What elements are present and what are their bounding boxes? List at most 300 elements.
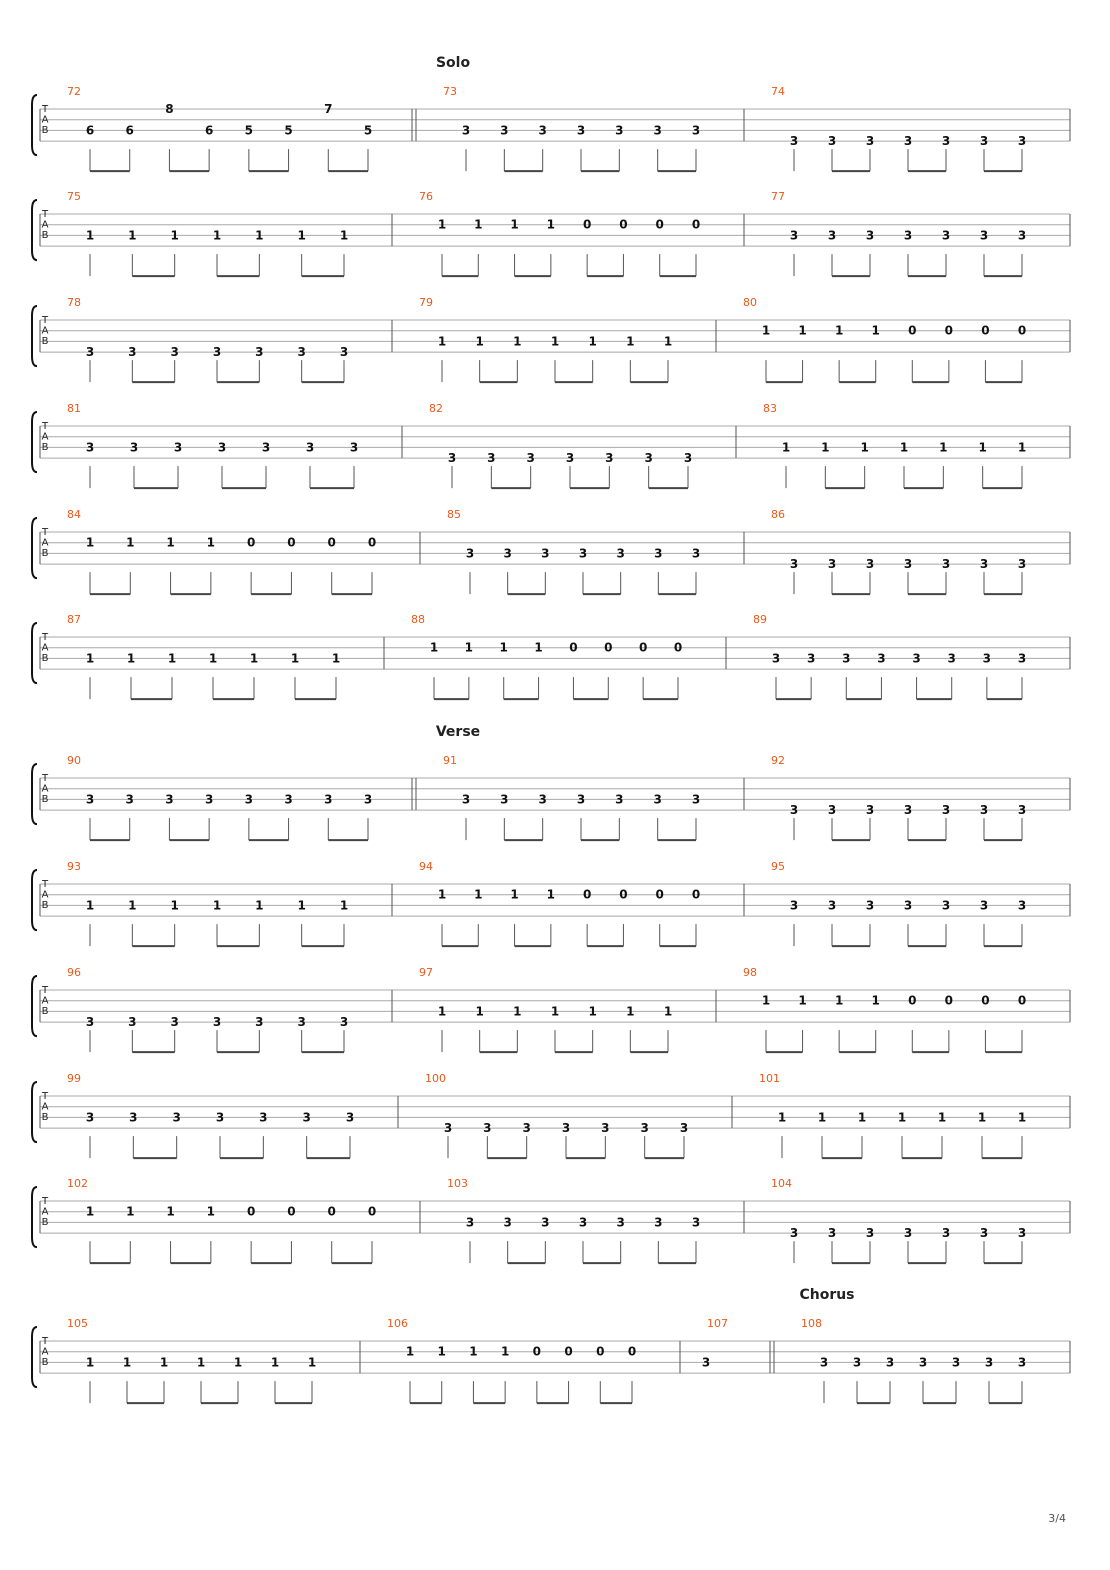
fret-number: 3: [951, 1355, 961, 1370]
fret-number: 0: [691, 887, 701, 902]
fret-number: 3: [541, 1215, 550, 1230]
measure-number: 86: [771, 508, 785, 521]
fret-number: 1: [212, 898, 222, 913]
tab-clef-letter: T: [41, 1091, 49, 1102]
fret-number: 1: [128, 228, 137, 243]
fret-number: 3: [903, 228, 913, 243]
measure-number: 93: [67, 860, 81, 873]
fret-number: 3: [244, 792, 254, 807]
fret-number: 5: [363, 123, 373, 138]
fret-number: 0: [287, 1204, 296, 1219]
measure-number: 107: [707, 1317, 728, 1330]
measure-number: 82: [429, 402, 443, 415]
fret-number: 1: [122, 1355, 132, 1370]
measure-number: 102: [67, 1177, 88, 1190]
measure-number: 88: [411, 613, 425, 626]
fret-number: 3: [771, 651, 781, 666]
tab-clef-letter: B: [41, 1006, 49, 1017]
fret-number: 0: [655, 887, 664, 902]
measure-number: 96: [67, 966, 81, 979]
tab-clef-letter: T: [41, 985, 49, 996]
fret-number: 7: [324, 102, 333, 116]
fret-number: 1: [513, 1004, 522, 1019]
fret-number: 3: [125, 792, 134, 807]
tab-clef-letter: A: [41, 642, 49, 654]
fret-number: 1: [405, 1344, 415, 1359]
fret-number: 3: [979, 898, 989, 913]
measure-number: 78: [67, 296, 81, 309]
fret-number: 1: [85, 1355, 95, 1370]
tab-clef-letter: A: [41, 889, 49, 901]
fret-number: 3: [465, 546, 475, 561]
fret-number: 0: [327, 535, 336, 550]
tab-system: [32, 402, 1070, 488]
fret-number: 3: [1017, 1355, 1027, 1370]
measure-number: 79: [419, 296, 433, 309]
fret-number: 3: [941, 1226, 951, 1241]
fret-number: 3: [128, 345, 137, 360]
measure-number: 84: [67, 508, 81, 521]
fret-number: 3: [679, 1121, 689, 1136]
fret-number: 3: [827, 1226, 837, 1241]
fret-number: 0: [327, 1204, 336, 1219]
tab-clef-letter: T: [41, 104, 49, 115]
fret-number: 3: [691, 1215, 701, 1230]
fret-number: 1: [499, 640, 508, 655]
fret-number: 3: [979, 134, 989, 149]
measure-number: 74: [771, 85, 785, 98]
fret-number: 3: [852, 1355, 862, 1370]
tab-system: [32, 190, 1070, 276]
fret-number: 3: [1017, 898, 1027, 913]
system-brace: [32, 764, 37, 824]
fret-number: 0: [582, 887, 592, 902]
fret-number: 1: [663, 334, 673, 349]
fret-number: 1: [208, 651, 218, 666]
fret-number: 3: [806, 651, 816, 666]
system-brace: [32, 200, 37, 260]
fret-number: 3: [842, 651, 851, 666]
fret-number: 3: [819, 1355, 829, 1370]
tab-system: [32, 724, 1070, 840]
fret-number: 3: [447, 451, 457, 466]
fret-number: 1: [126, 1204, 135, 1219]
section-label: Solo: [435, 55, 471, 71]
fret-number: 1: [513, 334, 522, 349]
fret-number: 0: [287, 535, 296, 550]
fret-number: 3: [653, 792, 662, 807]
fret-number: 0: [246, 535, 256, 550]
fret-number: 1: [206, 535, 216, 550]
fret-number: 0: [246, 1204, 256, 1219]
system-brace: [32, 1327, 37, 1387]
fret-number: 1: [550, 334, 560, 349]
fret-number: 1: [534, 640, 543, 655]
fret-number: 3: [601, 1121, 610, 1136]
fret-number: 1: [781, 440, 791, 455]
fret-number: 1: [626, 334, 635, 349]
fret-number: 3: [615, 792, 624, 807]
system-brace: [32, 623, 37, 683]
fret-number: 3: [654, 1215, 663, 1230]
fret-number: 3: [85, 345, 95, 360]
tab-clef-letter: T: [41, 1336, 49, 1347]
fret-number: 0: [627, 1344, 637, 1359]
fret-number: 1: [899, 440, 909, 455]
measure-number: 98: [743, 966, 757, 979]
tab-clef-letter: B: [41, 548, 49, 559]
tab-clef-letter: A: [41, 219, 49, 231]
fret-number: 1: [761, 993, 771, 1008]
fret-number: 1: [798, 323, 807, 338]
fret-number: 1: [255, 228, 264, 243]
system-brace: [32, 412, 37, 472]
tab-clef-letter: T: [41, 421, 49, 432]
measure-number: 90: [67, 754, 81, 767]
measure-number: 99: [67, 1072, 81, 1085]
fret-number: 3: [578, 1215, 588, 1230]
fret-number: 3: [538, 792, 547, 807]
fret-number: 3: [827, 134, 837, 149]
fret-number: 3: [789, 898, 799, 913]
fret-number: 3: [865, 557, 875, 572]
fret-number: 1: [871, 993, 880, 1008]
tab-clef-letter: B: [41, 336, 49, 347]
measure-number: 108: [801, 1317, 822, 1330]
tab-clef-letter: A: [41, 1346, 49, 1358]
fret-number: 1: [437, 334, 447, 349]
fret-number: 1: [474, 217, 483, 232]
fret-number: 3: [885, 1355, 895, 1370]
tab-clef-letter: A: [41, 783, 49, 795]
fret-number: 0: [619, 217, 628, 232]
fret-number: 8: [165, 102, 174, 116]
fret-number: 3: [500, 123, 509, 138]
measure-number: 83: [763, 402, 777, 415]
fret-number: 3: [865, 134, 875, 149]
fret-number: 3: [984, 1355, 994, 1370]
fret-number: 3: [644, 451, 653, 466]
fret-number: 1: [437, 1344, 446, 1359]
fret-number: 3: [85, 1015, 95, 1030]
fret-number: 3: [526, 451, 535, 466]
fret-number: 3: [865, 228, 875, 243]
measure-number: 103: [447, 1177, 468, 1190]
system-brace: [32, 870, 37, 930]
fret-number: 3: [538, 123, 547, 138]
fret-number: 3: [129, 440, 139, 455]
fret-number: 3: [903, 134, 913, 149]
fret-number: 3: [877, 651, 886, 666]
tab-clef-letter: A: [41, 325, 49, 337]
fret-number: 1: [126, 651, 136, 666]
fret-number: 3: [616, 546, 625, 561]
measure-number: 100: [425, 1072, 446, 1085]
tab-clef-letter: B: [41, 230, 49, 241]
fret-number: 3: [483, 1121, 492, 1136]
measure-number: 91: [443, 754, 457, 767]
fret-number: 1: [777, 1110, 787, 1125]
fret-number: 1: [588, 1004, 597, 1019]
fret-number: 1: [857, 1110, 867, 1125]
fret-number: 0: [596, 1344, 605, 1359]
fret-number: 1: [297, 898, 306, 913]
tab-clef-letter: A: [41, 1101, 49, 1113]
fret-number: 1: [212, 228, 222, 243]
tab-clef-letter: B: [41, 125, 49, 136]
fret-number: 3: [979, 228, 989, 243]
measure-number: 104: [771, 1177, 792, 1190]
fret-number: 1: [196, 1355, 206, 1370]
fret-number: 1: [588, 334, 597, 349]
fret-number: 3: [912, 651, 921, 666]
fret-number: 3: [85, 792, 95, 807]
measure-number: 106: [387, 1317, 408, 1330]
fret-number: 0: [638, 640, 648, 655]
fret-number: 3: [1017, 803, 1027, 818]
fret-number: 0: [532, 1344, 542, 1359]
fret-number: 1: [500, 1344, 510, 1359]
fret-number: 3: [297, 1015, 306, 1030]
fret-number: 3: [487, 451, 496, 466]
tab-clef-letter: A: [41, 431, 49, 443]
page-number: 3/4: [1048, 1512, 1066, 1525]
fret-number: 1: [626, 1004, 635, 1019]
fret-number: 1: [475, 334, 484, 349]
fret-number: 3: [212, 345, 222, 360]
fret-number: 0: [673, 640, 683, 655]
fret-number: 1: [510, 217, 519, 232]
fret-number: 1: [206, 1204, 216, 1219]
tab-clef-letter: B: [41, 900, 49, 911]
fret-number: 1: [1017, 1110, 1027, 1125]
fret-number: 1: [834, 323, 844, 338]
fret-number: 1: [546, 887, 556, 902]
fret-number: 1: [167, 651, 177, 666]
system-brace: [32, 1082, 37, 1142]
tab-clef-letter: A: [41, 537, 49, 549]
fret-number: 1: [255, 898, 264, 913]
fret-number: 6: [204, 123, 214, 138]
fret-number: 3: [947, 651, 956, 666]
fret-number: 1: [270, 1355, 280, 1370]
system-brace: [32, 1187, 37, 1247]
measure-number: 77: [771, 190, 785, 203]
measure-number: 76: [419, 190, 433, 203]
fret-number: 3: [979, 1226, 989, 1241]
fret-number: 3: [503, 1215, 512, 1230]
fret-number: 3: [284, 792, 293, 807]
fret-number: 3: [827, 898, 837, 913]
fret-number: 3: [522, 1121, 531, 1136]
measure-number: 80: [743, 296, 757, 309]
fret-number: 1: [761, 323, 771, 338]
fret-number: 0: [564, 1344, 573, 1359]
tab-clef-letter: T: [41, 879, 49, 890]
fret-number: 3: [85, 440, 95, 455]
fret-number: 3: [789, 803, 799, 818]
fret-number: 1: [166, 1204, 175, 1219]
fret-number: 1: [339, 898, 349, 913]
measure-number: 89: [753, 613, 767, 626]
fret-number: 1: [307, 1355, 317, 1370]
fret-number: 3: [683, 451, 693, 466]
fret-number: 3: [827, 803, 837, 818]
fret-number: 0: [691, 217, 701, 232]
fret-number: 1: [297, 228, 306, 243]
fret-number: 1: [166, 535, 175, 550]
fret-number: 3: [1017, 651, 1027, 666]
fret-number: 1: [817, 1110, 827, 1125]
fret-number: 3: [616, 1215, 625, 1230]
fret-number: 3: [918, 1355, 928, 1370]
tab-system: [32, 860, 1070, 946]
fret-number: 3: [217, 440, 227, 455]
fret-number: 1: [85, 651, 95, 666]
tab-clef-letter: T: [41, 632, 49, 643]
fret-number: 3: [865, 1226, 875, 1241]
fret-number: 3: [297, 345, 306, 360]
fret-number: 3: [1017, 134, 1027, 149]
fret-number: 1: [550, 1004, 560, 1019]
tab-clef-letter: B: [41, 442, 49, 453]
fret-number: 3: [465, 1215, 475, 1230]
fret-number: 3: [255, 345, 264, 360]
fret-number: 1: [233, 1355, 243, 1370]
fret-number: 3: [212, 1015, 222, 1030]
fret-number: 1: [798, 993, 807, 1008]
measure-number: 94: [419, 860, 433, 873]
fret-number: 3: [903, 803, 913, 818]
fret-number: 1: [937, 1110, 947, 1125]
fret-number: 3: [565, 451, 575, 466]
tab-system: [32, 55, 1070, 171]
fret-number: 5: [284, 123, 293, 138]
fret-number: 3: [1017, 1226, 1027, 1241]
fret-number: 3: [461, 792, 471, 807]
tab-system: [32, 1177, 1070, 1263]
fret-number: 1: [546, 217, 556, 232]
fret-number: 3: [170, 345, 179, 360]
fret-number: 3: [165, 792, 174, 807]
fret-number: 3: [215, 1110, 225, 1125]
fret-number: 3: [903, 898, 913, 913]
fret-number: 0: [981, 993, 990, 1008]
fret-number: 1: [128, 898, 137, 913]
fret-number: 1: [126, 535, 135, 550]
fret-number: 3: [500, 792, 509, 807]
fret-number: 0: [582, 217, 592, 232]
fret-number: 1: [437, 1004, 447, 1019]
fret-number: 3: [903, 557, 913, 572]
fret-number: 1: [474, 887, 483, 902]
tab-system: [32, 508, 1070, 594]
fret-number: 3: [349, 440, 359, 455]
fret-number: 1: [1017, 440, 1027, 455]
tab-clef-letter: B: [41, 653, 49, 664]
fret-number: 1: [159, 1355, 169, 1370]
tab-clef-letter: B: [41, 1217, 49, 1228]
fret-number: 3: [691, 792, 701, 807]
fret-number: 3: [605, 451, 614, 466]
fret-number: 1: [170, 228, 179, 243]
fret-number: 0: [604, 640, 613, 655]
fret-number: 3: [691, 546, 701, 561]
fret-number: 3: [172, 1110, 181, 1125]
tab-system: [32, 296, 1070, 382]
measure-number: 95: [771, 860, 785, 873]
fret-number: 3: [640, 1121, 649, 1136]
fret-number: 1: [85, 535, 95, 550]
fret-number: 3: [173, 440, 183, 455]
fret-number: 3: [654, 546, 663, 561]
fret-number: 1: [85, 228, 95, 243]
measure-number: 101: [759, 1072, 780, 1085]
fret-number: 3: [941, 898, 951, 913]
fret-number: 1: [429, 640, 439, 655]
fret-number: 3: [461, 123, 471, 138]
fret-number: 3: [305, 440, 315, 455]
fret-number: 3: [128, 1015, 137, 1030]
fret-number: 3: [865, 898, 875, 913]
fret-number: 5: [244, 123, 254, 138]
fret-number: 6: [125, 123, 134, 138]
fret-number: 3: [443, 1121, 453, 1136]
tab-clef-letter: B: [41, 1357, 49, 1368]
fret-number: 1: [290, 651, 300, 666]
fret-number: 1: [897, 1110, 907, 1125]
system-brace: [32, 306, 37, 366]
fret-number: 3: [691, 123, 701, 138]
section-label: Verse: [435, 724, 481, 740]
fret-number: 1: [977, 1110, 987, 1125]
measure-number: 87: [67, 613, 81, 626]
fret-number: 3: [941, 803, 951, 818]
fret-number: 6: [85, 123, 95, 138]
tab-clef-letter: B: [41, 1112, 49, 1123]
fret-number: 3: [255, 1015, 264, 1030]
fret-number: 3: [827, 228, 837, 243]
fret-number: 3: [789, 1226, 799, 1241]
tab-clef-letter: T: [41, 527, 49, 538]
measure-number: 105: [67, 1317, 88, 1330]
fret-number: 0: [619, 887, 628, 902]
measure-number: 92: [771, 754, 785, 767]
fret-number: 3: [129, 1110, 138, 1125]
fret-number: 3: [503, 546, 512, 561]
tab-clef-letter: A: [41, 1206, 49, 1218]
tab-clef-letter: T: [41, 209, 49, 220]
fret-number: 3: [615, 123, 624, 138]
fret-number: 3: [653, 123, 662, 138]
tab-clef-letter: T: [41, 1196, 49, 1207]
measure-number: 85: [447, 508, 461, 521]
fret-number: 3: [170, 1015, 179, 1030]
fret-number: 3: [701, 1355, 711, 1370]
measure-number: 72: [67, 85, 81, 98]
fret-number: 0: [1017, 323, 1027, 338]
fret-number: 3: [941, 557, 951, 572]
tab-clef-letter: T: [41, 773, 49, 784]
fret-number: 1: [475, 1004, 484, 1019]
fret-number: 0: [569, 640, 578, 655]
system-brace: [32, 95, 37, 155]
section-label: Chorus: [799, 1287, 855, 1303]
fret-number: 3: [979, 803, 989, 818]
fret-number: 0: [367, 1204, 377, 1219]
fret-number: 1: [339, 228, 349, 243]
fret-number: 3: [576, 123, 586, 138]
